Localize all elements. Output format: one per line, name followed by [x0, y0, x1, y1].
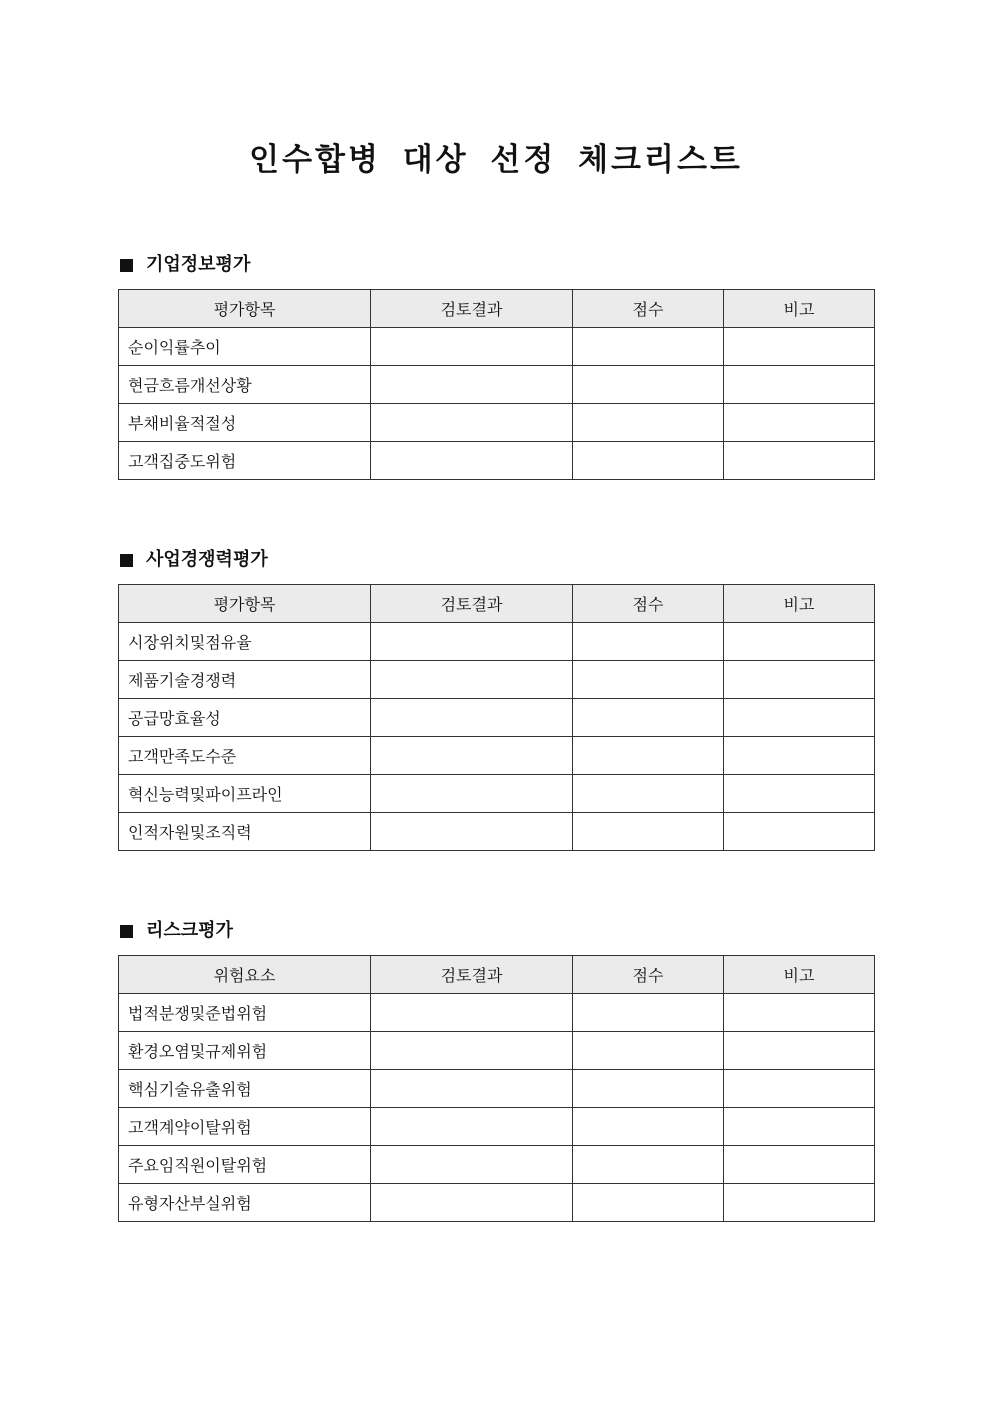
review-cell[interactable]: [371, 404, 573, 442]
remarks-cell[interactable]: [724, 775, 875, 813]
remarks-cell[interactable]: [724, 699, 875, 737]
row-item-label: 고객만족도수준: [119, 737, 371, 775]
review-cell[interactable]: [371, 775, 573, 813]
column-header-remarks: 비고: [724, 290, 875, 328]
remarks-cell[interactable]: [724, 994, 875, 1032]
column-header-review: 검토결과: [371, 585, 573, 623]
column-header-score: 점수: [573, 956, 724, 994]
table-header-row: [119, 585, 875, 623]
review-cell[interactable]: [371, 366, 573, 404]
table-header-row: [119, 290, 875, 328]
column-header-review: 검토결과: [371, 290, 573, 328]
table-row: [119, 775, 875, 813]
remarks-cell[interactable]: [724, 442, 875, 480]
row-item-label: 혁신능력및파이프라인: [119, 775, 371, 813]
column-header-review: 검토결과: [371, 956, 573, 994]
table-row: [119, 699, 875, 737]
row-item-label: 고객집중도위험: [119, 442, 371, 480]
table-row: [119, 1070, 875, 1108]
section-heading-label: 사업경쟁력평가: [146, 549, 268, 570]
checklist-table: [118, 289, 875, 480]
section-heading: [118, 918, 875, 944]
checklist-table: [118, 584, 875, 851]
table-row: [119, 442, 875, 480]
review-cell[interactable]: [371, 699, 573, 737]
remarks-cell[interactable]: [724, 1146, 875, 1184]
row-item-label: 시장위치및점유율: [119, 623, 371, 661]
section-risk: [118, 918, 875, 1222]
score-cell[interactable]: [573, 404, 724, 442]
score-cell[interactable]: [573, 1032, 724, 1070]
section-heading-label: 기업정보평가: [146, 254, 251, 275]
column-header-item: 평가항목: [119, 585, 371, 623]
table-row: [119, 1032, 875, 1070]
score-cell[interactable]: [573, 1070, 724, 1108]
review-cell[interactable]: [371, 1184, 573, 1222]
square-bullet-icon: [120, 925, 133, 938]
column-header-score: 점수: [573, 585, 724, 623]
remarks-cell[interactable]: [724, 1070, 875, 1108]
review-cell[interactable]: [371, 994, 573, 1032]
section-heading: [118, 252, 875, 278]
row-item-label: 환경오염및규제위험: [119, 1032, 371, 1070]
score-cell[interactable]: [573, 699, 724, 737]
section-company-info: [118, 252, 875, 480]
column-header-item: 평가항목: [119, 290, 371, 328]
row-item-label: 유형자산부실위험: [119, 1184, 371, 1222]
row-item-label: 순이익률추이: [119, 328, 371, 366]
review-cell[interactable]: [371, 1070, 573, 1108]
remarks-cell[interactable]: [724, 813, 875, 851]
score-cell[interactable]: [573, 442, 724, 480]
checklist-table: [118, 955, 875, 1222]
score-cell[interactable]: [573, 1146, 724, 1184]
square-bullet-icon: [120, 259, 133, 272]
section-heading: [118, 547, 875, 573]
table-header-row: [119, 956, 875, 994]
row-item-label: 부채비율적절성: [119, 404, 371, 442]
review-cell[interactable]: [371, 1146, 573, 1184]
table-row: [119, 661, 875, 699]
review-cell[interactable]: [371, 328, 573, 366]
remarks-cell[interactable]: [724, 404, 875, 442]
section-business-competitiveness: [118, 547, 875, 851]
remarks-cell[interactable]: [724, 661, 875, 699]
column-header-score: 점수: [573, 290, 724, 328]
score-cell[interactable]: [573, 737, 724, 775]
table-row: [119, 994, 875, 1032]
remarks-cell[interactable]: [724, 623, 875, 661]
row-item-label: 현금흐름개선상황: [119, 366, 371, 404]
table-row: [119, 404, 875, 442]
row-item-label: 법적분쟁및준법위험: [119, 994, 371, 1032]
row-item-label: 제품기술경쟁력: [119, 661, 371, 699]
table-row: [119, 813, 875, 851]
row-item-label: 주요임직원이탈위험: [119, 1146, 371, 1184]
remarks-cell[interactable]: [724, 1108, 875, 1146]
table-row: [119, 1108, 875, 1146]
remarks-cell[interactable]: [724, 1184, 875, 1222]
score-cell[interactable]: [573, 623, 724, 661]
remarks-cell[interactable]: [724, 737, 875, 775]
square-bullet-icon: [120, 554, 133, 567]
review-cell[interactable]: [371, 623, 573, 661]
row-item-label: 핵심기술유출위험: [119, 1070, 371, 1108]
review-cell[interactable]: [371, 661, 573, 699]
remarks-cell[interactable]: [724, 1032, 875, 1070]
remarks-cell[interactable]: [724, 328, 875, 366]
score-cell[interactable]: [573, 994, 724, 1032]
column-header-remarks: 비고: [724, 585, 875, 623]
row-item-label: 고객계약이탈위험: [119, 1108, 371, 1146]
score-cell[interactable]: [573, 366, 724, 404]
table-row: [119, 623, 875, 661]
column-header-item: 위험요소: [119, 956, 371, 994]
review-cell[interactable]: [371, 1032, 573, 1070]
score-cell[interactable]: [573, 328, 724, 366]
table-row: [119, 1184, 875, 1222]
score-cell[interactable]: [573, 813, 724, 851]
review-cell[interactable]: [371, 1108, 573, 1146]
page-title: 인수합병 대상 선정 체크리스트: [249, 142, 743, 178]
remarks-cell[interactable]: [724, 366, 875, 404]
review-cell[interactable]: [371, 813, 573, 851]
score-cell[interactable]: [573, 1184, 724, 1222]
table-row: [119, 328, 875, 366]
column-header-remarks: 비고: [724, 956, 875, 994]
row-item-label: 공급망효율성: [119, 699, 371, 737]
table-row: [119, 737, 875, 775]
score-cell[interactable]: [573, 661, 724, 699]
section-heading-label: 리스크평가: [146, 920, 233, 941]
score-cell[interactable]: [573, 775, 724, 813]
row-item-label: 인적자원및조직력: [119, 813, 371, 851]
review-cell[interactable]: [371, 737, 573, 775]
score-cell[interactable]: [573, 1108, 724, 1146]
table-row: [119, 366, 875, 404]
review-cell[interactable]: [371, 442, 573, 480]
table-row: [119, 1146, 875, 1184]
